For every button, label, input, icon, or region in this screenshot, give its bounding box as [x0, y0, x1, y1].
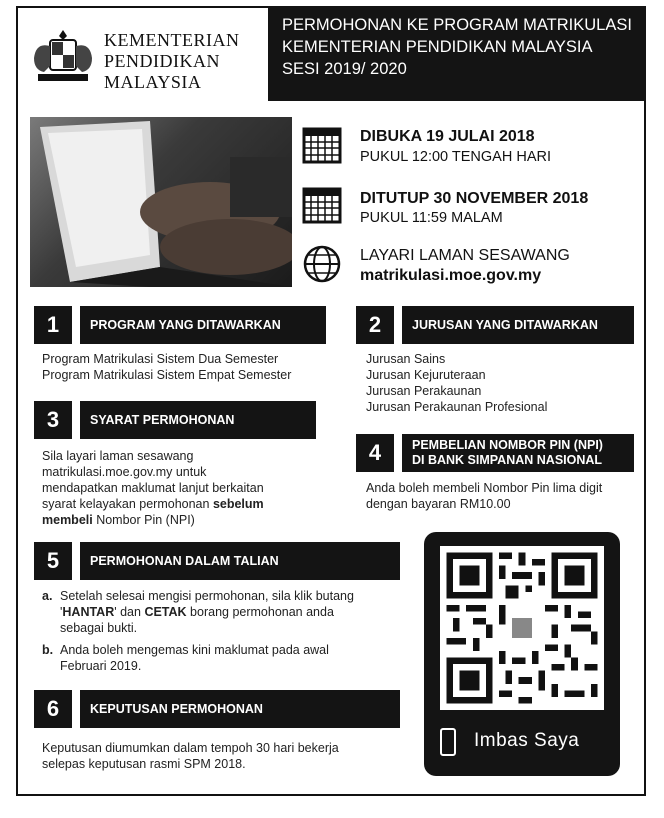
body-line: Sila layari laman sesawang: [42, 449, 194, 463]
list-item: Jurusan Sains: [366, 352, 446, 366]
list-item: [42, 588, 382, 636]
list-label: b.: [42, 643, 54, 657]
body-span: ' dan: [114, 605, 145, 619]
section-6-header: [34, 690, 400, 728]
section-2-body: [366, 351, 547, 415]
logo-line3: MALAYSIA: [104, 72, 202, 92]
body-span: borang permohonan anda: [186, 605, 334, 619]
body-line: selepas keputusan rasmi SPM 2018.: [42, 757, 246, 771]
section-1-number: 1: [34, 306, 72, 344]
section-4-number: 4: [356, 434, 394, 472]
body-bold: HANTAR: [62, 605, 115, 619]
body-line: matrikulasi.moe.gov.my untuk: [42, 465, 207, 479]
section-3-body: [42, 448, 264, 528]
web-label: LAYARI LAMAN SESAWANG: [360, 247, 570, 264]
section-2-header: [356, 306, 634, 344]
section-3-number: 3: [34, 401, 72, 439]
body-line: [60, 604, 382, 620]
body-bold: CETAK: [144, 605, 187, 619]
section-3-title: SYARAT PERMOHONAN: [80, 401, 316, 439]
body-line: mendapatkan maklumat lanjut berkaitan: [42, 481, 264, 495]
section-3-header: [34, 401, 316, 439]
body-line: [42, 496, 264, 512]
web-url: matrikulasi.moe.gov.my: [360, 267, 542, 284]
calendar-icon: [302, 124, 342, 164]
phone-icon: [440, 728, 456, 756]
body-span: syarat kelayakan permohonan: [42, 497, 213, 511]
open-date: DIBUKA 19 JULAI 2018: [360, 128, 535, 145]
open-time: PUKUL 12:00 TENGAH HARI: [360, 149, 551, 165]
body-line: [42, 512, 264, 528]
section-6-body: [42, 740, 339, 772]
logo-line2: PENDIDIKAN: [104, 51, 220, 71]
close-date: DITUTUP 30 NOVEMBER 2018: [360, 190, 589, 207]
section-4-title: [402, 434, 634, 472]
logo-text: [104, 30, 239, 93]
crest-icon: [26, 26, 100, 86]
globe-icon: [302, 244, 342, 284]
body-bold: membeli: [42, 513, 93, 527]
section-1-title: PROGRAM YANG DITAWARKAN: [80, 306, 326, 344]
body-line: sebagai bukti.: [60, 621, 138, 635]
body-line: Anda boleh mengemas kini maklumat pada awal: [60, 643, 329, 657]
body-span: Nombor Pin (NPI): [92, 513, 195, 527]
section-4-title-line2: DI BANK SIMPANAN NASIONAL: [412, 453, 603, 467]
list-item: Jurusan Perakaunan Profesional: [366, 400, 548, 414]
scan-label: Imbas Saya: [474, 730, 580, 751]
logo-line1: KEMENTERIAN: [104, 30, 240, 50]
section-6-number: 6: [34, 690, 72, 728]
qr-card: [424, 532, 620, 776]
list-item: Jurusan Perakaunan: [366, 384, 482, 398]
calendar-icon: [302, 184, 342, 224]
body-line: Februari 2019.: [60, 659, 142, 673]
body-line: Keputusan diumumkan dalam tempoh 30 hari bekerja: [42, 741, 339, 755]
section-4-body: [366, 480, 602, 512]
section-5-body: [42, 588, 382, 674]
header-line3: SESI 2019/ 2020: [282, 60, 407, 78]
section-5-number: 5: [34, 542, 72, 580]
qr-code[interactable]: [440, 546, 604, 710]
header-line1: PERMOHONAN KE PROGRAM MATRIKULASI: [282, 16, 632, 34]
body-line: Anda boleh membeli Nombor Pin lima digit: [366, 481, 603, 495]
section-2-number: 2: [356, 306, 394, 344]
close-time: PUKUL 11:59 MALAM: [360, 210, 503, 226]
section-1-header: [34, 306, 326, 344]
list-item: Program Matrikulasi Sistem Empat Semester: [42, 368, 292, 382]
body-line: Setelah selesai mengisi permohonan, sila klik butang: [60, 589, 354, 603]
body-bold: sebelum: [212, 497, 264, 511]
section-6-title: KEPUTUSAN PERMOHONAN: [80, 690, 400, 728]
section-5-title: PERMOHONAN DALAM TALIAN: [80, 542, 400, 580]
list-item: Jurusan Kejuruteraan: [366, 368, 486, 382]
laptop-photo: [30, 117, 292, 287]
list-item: [42, 642, 382, 674]
list-label: a.: [42, 589, 53, 603]
header-line2: KEMENTERIAN PENDIDIKAN MALAYSIA: [282, 38, 593, 56]
list-item: Program Matrikulasi Sistem Dua Semester: [42, 352, 279, 366]
section-4-title-line1: PEMBELIAN NOMBOR PIN (NPI): [412, 438, 603, 452]
header-title: [282, 14, 642, 80]
section-2-title: JURUSAN YANG DITAWARKAN: [402, 306, 634, 344]
section-1-body: [42, 351, 291, 383]
section-5-header: [34, 542, 400, 580]
body-line: dengan bayaran RM10.00: [366, 497, 511, 511]
section-4-header: [356, 434, 634, 472]
body-span: ': [60, 605, 63, 619]
